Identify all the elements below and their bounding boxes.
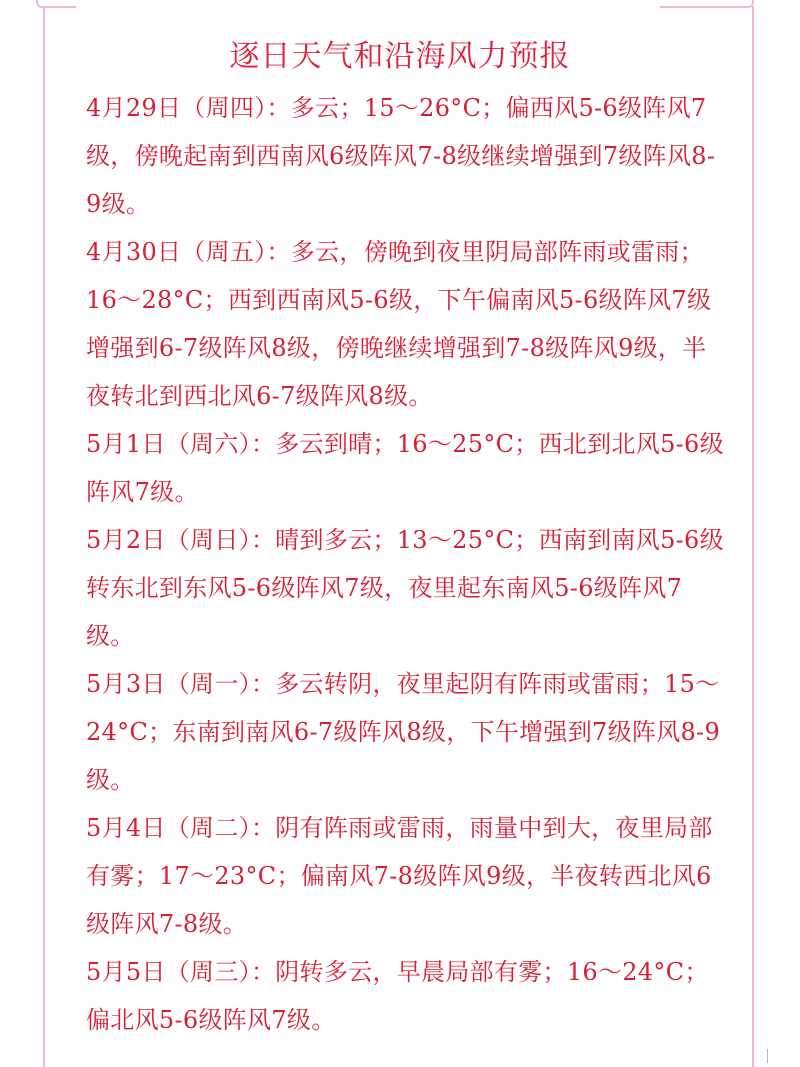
frame-right-border <box>752 6 754 1067</box>
forecast-entry-apr29: 4月29日（周四）：多云；15～26°C；偏西风5-6级阵风7级，傍晚起南到西南风6级阵风7-8级继续增强到7级阵风8-9级。 <box>86 94 716 218</box>
forecast-entry-may2: 5月2日（周日）：晴到多云；13～25°C；西南到南风5-6级转东北到东风5-6级阵风7级，夜里起东南风5-6级阵风7级。 <box>86 526 724 650</box>
forecast-entry-may4: 5月4日（周二）：阴有阵雨或雷雨，雨量中到大，夜里局部有雾；17～23°C；偏南风7-8级阵风9级，半夜转西北风6级阵风7-8级。 <box>86 814 713 938</box>
page-title: 逐日天气和沿海风力预报 <box>229 39 571 74</box>
forecast-entry-may1: 5月1日（周六）：多云到晴；16～25°C；西北到北风5-6级阵风7级。 <box>86 430 724 506</box>
forecast-entry-apr30: 4月30日（周五）：多云，傍晚到夜里阴局部阵雨或雷雨；16～28°C；西到西南风5-6级，下午偏南风5-6级阵风7级增强到6-7级阵风8级，傍晚继续增强到7-8级阵风9级，半夜转北到西北风6-7级阵风8级。 <box>86 238 712 410</box>
frame-bottom-mark <box>767 1049 768 1063</box>
frame-corner-left <box>36 0 76 8</box>
forecast-entry-may3: 5月3日（周一）：多云转阴，夜里起阴有阵雨或雷雨；15～24°C；东南到南风6-7级阵风8级，下午增强到7级阵风8-9级。 <box>86 670 721 794</box>
forecast-entry-may5: 5月5日（周三）：阴转多云，早晨局部有雾；16～24°C；偏北风5-6级阵风7级。 <box>86 958 709 1034</box>
frame-left-border <box>43 6 45 1067</box>
frame-corner-right <box>660 0 754 8</box>
forecast-list <box>86 84 726 1044</box>
